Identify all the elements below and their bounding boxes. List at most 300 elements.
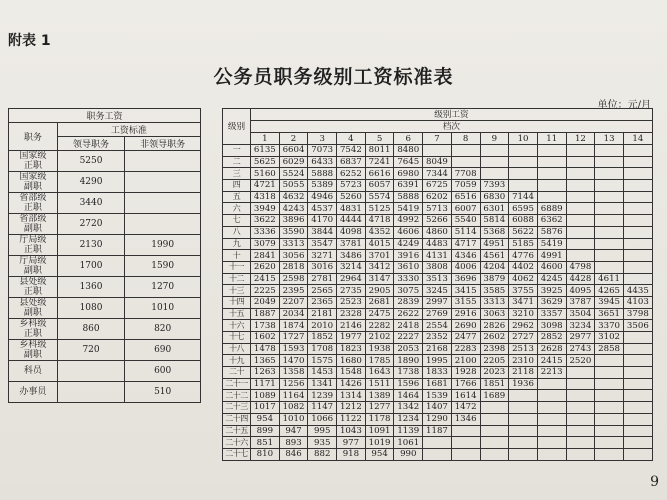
salary-cell <box>480 448 509 460</box>
level-row <box>223 296 653 308</box>
salary-cell: 899 <box>251 425 280 437</box>
salary-cell: 4103 <box>623 296 652 308</box>
salary-cell <box>595 367 624 379</box>
level-label: 十四 <box>223 296 251 308</box>
salary-cell: 1239 <box>308 390 337 402</box>
salary-cell: 3781 <box>337 238 366 250</box>
level-row <box>223 320 653 332</box>
salary-cell: 4860 <box>423 226 452 238</box>
salary-cell: 3415 <box>451 285 480 297</box>
level-row <box>223 145 653 157</box>
salary-cell: 2916 <box>451 308 480 320</box>
level-row <box>223 203 653 215</box>
salary-cell <box>566 402 595 414</box>
salary-cell <box>566 425 595 437</box>
salary-cell: 4435 <box>623 285 652 297</box>
salary-cell: 954 <box>365 448 394 460</box>
level-row <box>223 261 653 273</box>
salary-cell: 1389 <box>365 390 394 402</box>
salary-cell: 1936 <box>509 378 538 390</box>
salary-cell: 2477 <box>451 332 480 344</box>
level-label: 九 <box>223 238 251 250</box>
salary-cell: 3155 <box>451 296 480 308</box>
salary-cell: 1256 <box>279 378 308 390</box>
salary-cell: 7542 <box>337 145 366 157</box>
salary-cell: 2690 <box>451 320 480 332</box>
salary-cell <box>509 168 538 180</box>
salary-cell <box>509 390 538 402</box>
salary-cell: 6007 <box>451 203 480 215</box>
salary-cell: 5389 <box>308 180 337 192</box>
nonleader-salary: 1270 <box>125 277 201 298</box>
salary-cell: 4632 <box>279 191 308 203</box>
level-row <box>223 226 653 238</box>
level-label: 二十三 <box>223 402 251 414</box>
position-name-line: 正职 <box>23 287 42 297</box>
salary-cell: 4352 <box>365 226 394 238</box>
salary-cell: 6391 <box>394 180 423 192</box>
salary-cell: 1407 <box>423 402 452 414</box>
salary-cell: 947 <box>279 425 308 437</box>
salary-cell <box>509 413 538 425</box>
level-row <box>223 180 653 192</box>
salary-cell <box>423 448 452 460</box>
salary-cell: 4095 <box>566 285 595 297</box>
position-name-line: 县处级 <box>19 277 47 287</box>
salary-cell: 1738 <box>251 320 280 332</box>
salary-cell: 2818 <box>279 261 308 273</box>
level-row <box>223 308 653 320</box>
salary-cell: 8480 <box>394 145 423 157</box>
salary-cell: 6889 <box>537 203 566 215</box>
salary-cell: 893 <box>279 437 308 449</box>
salary-cell <box>595 355 624 367</box>
level-row <box>223 448 653 460</box>
document-title: 公务员职务级别工资标准表 <box>213 66 454 88</box>
level-label: 十 <box>223 250 251 262</box>
salary-cell: 4243 <box>279 203 308 215</box>
salary-cell <box>595 145 624 157</box>
position-column-header: 职务 <box>9 123 58 151</box>
salary-cell <box>480 413 509 425</box>
salary-cell: 2735 <box>337 285 366 297</box>
salary-cell: 1091 <box>365 425 394 437</box>
salary-cell: 2769 <box>423 308 452 320</box>
salary-cell: 3147 <box>365 273 394 285</box>
salary-cell: 4561 <box>480 250 509 262</box>
salary-cell <box>566 156 595 168</box>
page-number: 9 <box>650 474 659 490</box>
nonleader-salary: 1990 <box>125 235 201 256</box>
grade-header: 5 <box>365 133 394 145</box>
salary-cell: 2727 <box>509 332 538 344</box>
salary-cell <box>595 250 624 262</box>
salary-cell: 4992 <box>394 215 423 227</box>
position-row <box>9 235 201 256</box>
grade-header: 1 <box>251 133 280 145</box>
salary-cell: 4131 <box>423 250 452 262</box>
leader-salary: 4290 <box>57 172 125 193</box>
salary-cell <box>595 168 624 180</box>
level-row <box>223 215 653 227</box>
leader-salary: 720 <box>57 340 125 361</box>
salary-cell: 8049 <box>423 156 452 168</box>
salary-cell <box>423 437 452 449</box>
salary-cell: 3056 <box>279 250 308 262</box>
salary-cell: 4249 <box>394 238 423 250</box>
salary-cell <box>595 437 624 449</box>
salary-cell <box>623 156 652 168</box>
level-label: 四 <box>223 180 251 192</box>
position-name-line: 厅局级 <box>19 235 47 245</box>
level-salary-title: 级别工资 <box>251 109 653 121</box>
salary-cell: 1470 <box>279 355 308 367</box>
salary-cell: 2858 <box>595 343 624 355</box>
salary-cell <box>423 145 452 157</box>
position-name-line: 正职 <box>23 245 42 255</box>
salary-cell: 6837 <box>337 156 366 168</box>
salary-cell: 4062 <box>509 273 538 285</box>
salary-cell: 2602 <box>480 332 509 344</box>
salary-cell: 4776 <box>509 250 538 262</box>
grade-header: 8 <box>451 133 480 145</box>
leader-salary: 1360 <box>57 277 125 298</box>
salary-cell <box>566 191 595 203</box>
salary-cell: 3313 <box>279 238 308 250</box>
salary-cell: 4245 <box>537 273 566 285</box>
salary-cell <box>623 425 652 437</box>
nonleader-salary: 690 <box>125 340 201 361</box>
salary-cell <box>566 168 595 180</box>
salary-cell: 2398 <box>480 343 509 355</box>
salary-cell <box>623 145 652 157</box>
salary-cell: 6830 <box>480 191 509 203</box>
position-name-line: 副职 <box>23 308 42 318</box>
salary-cell: 1874 <box>279 320 308 332</box>
salary-cell: 2225 <box>251 285 280 297</box>
salary-cell: 3879 <box>480 273 509 285</box>
position-row <box>9 277 201 298</box>
salary-cell: 6516 <box>451 191 480 203</box>
salary-cell <box>537 402 566 414</box>
salary-cell: 1478 <box>251 343 280 355</box>
level-label: 五 <box>223 191 251 203</box>
salary-cell: 1833 <box>423 367 452 379</box>
salary-cell: 6088 <box>509 215 538 227</box>
salary-cell <box>537 390 566 402</box>
salary-cell <box>480 425 509 437</box>
salary-cell: 1346 <box>451 413 480 425</box>
salary-cell: 1680 <box>337 355 366 367</box>
salary-cell <box>595 238 624 250</box>
salary-cell: 882 <box>308 448 337 460</box>
level-label: 六 <box>223 203 251 215</box>
salary-cell: 2282 <box>365 320 394 332</box>
salary-cell <box>623 390 652 402</box>
position-name <box>9 298 58 319</box>
salary-cell: 2213 <box>537 367 566 379</box>
salary-cell <box>537 378 566 390</box>
salary-cell: 3787 <box>566 296 595 308</box>
position-row <box>9 256 201 277</box>
salary-cell <box>566 413 595 425</box>
salary-cell: 2997 <box>423 296 452 308</box>
salary-cell <box>623 402 652 414</box>
salary-cell <box>623 261 652 273</box>
salary-cell: 4946 <box>308 191 337 203</box>
leader-salary: 5250 <box>57 151 125 172</box>
position-name-line: 乡科级 <box>19 340 47 350</box>
salary-cell <box>566 238 595 250</box>
salary-cell <box>595 180 624 192</box>
leader-salary: 1080 <box>57 298 125 319</box>
salary-cell: 8011 <box>365 145 394 157</box>
salary-cell: 7073 <box>308 145 337 157</box>
salary-cell: 7708 <box>451 168 480 180</box>
position-name <box>9 256 58 277</box>
salary-cell: 1643 <box>365 367 394 379</box>
salary-cell: 2352 <box>423 332 452 344</box>
salary-cell <box>623 378 652 390</box>
nonleader-salary <box>125 151 201 172</box>
salary-cell: 3271 <box>308 250 337 262</box>
position-row <box>9 382 201 403</box>
salary-cell: 1738 <box>394 367 423 379</box>
salary-cell <box>566 226 595 238</box>
level-row <box>223 437 653 449</box>
position-name-line: 省部级 <box>19 214 47 224</box>
position-name <box>9 277 58 298</box>
salary-cell: 5540 <box>451 215 480 227</box>
salary-cell: 5622 <box>509 226 538 238</box>
salary-cell: 3701 <box>365 250 394 262</box>
salary-cell: 3079 <box>251 238 280 250</box>
salary-cell: 1187 <box>423 425 452 437</box>
salary-cell: 4611 <box>595 273 624 285</box>
salary-cell: 3063 <box>480 308 509 320</box>
salary-cell: 1851 <box>480 378 509 390</box>
salary-cell <box>480 402 509 414</box>
salary-cell <box>537 180 566 192</box>
salary-cell <box>451 437 480 449</box>
salary-cell: 3412 <box>365 261 394 273</box>
level-label: 十六 <box>223 320 251 332</box>
salary-cell <box>623 448 652 460</box>
salary-cell <box>595 378 624 390</box>
salary-cell: 1727 <box>279 332 308 344</box>
salary-cell <box>566 145 595 157</box>
leader-salary: 860 <box>57 319 125 340</box>
salary-cell: 3210 <box>509 308 538 320</box>
salary-cell: 1689 <box>480 390 509 402</box>
salary-cell: 1178 <box>365 413 394 425</box>
salary-cell: 1890 <box>394 355 423 367</box>
level-row <box>223 156 653 168</box>
salary-cell: 1539 <box>423 390 452 402</box>
salary-cell <box>623 250 652 262</box>
salary-cell <box>537 156 566 168</box>
level-row <box>223 250 653 262</box>
grade-header: 6 <box>394 133 423 145</box>
salary-cell: 2328 <box>337 308 366 320</box>
salary-cell: 3651 <box>595 308 624 320</box>
salary-cell <box>537 448 566 460</box>
grade-header: 3 <box>308 133 337 145</box>
position-salary-table <box>8 108 201 403</box>
salary-cell: 7144 <box>509 191 538 203</box>
salary-cell: 1089 <box>251 390 280 402</box>
salary-cell: 7393 <box>480 180 509 192</box>
salary-cell <box>566 250 595 262</box>
salary-cell <box>451 448 480 460</box>
salary-cell: 1596 <box>394 378 423 390</box>
salary-cell: 1614 <box>451 390 480 402</box>
salary-cell <box>566 367 595 379</box>
salary-cell: 2852 <box>537 332 566 344</box>
salary-cell: 1995 <box>423 355 452 367</box>
position-name <box>9 214 58 235</box>
salary-cell: 2010 <box>308 320 337 332</box>
salary-cell: 6202 <box>423 191 452 203</box>
salary-cell: 3513 <box>423 273 452 285</box>
salary-cell: 2181 <box>308 308 337 320</box>
salary-cell: 5368 <box>480 226 509 238</box>
salary-cell: 4600 <box>537 261 566 273</box>
grade-header: 11 <box>537 133 566 145</box>
salary-cell <box>595 425 624 437</box>
salary-cell: 1212 <box>337 402 366 414</box>
position-row <box>9 361 201 382</box>
salary-cell: 1171 <box>251 378 280 390</box>
level-label: 二十四 <box>223 413 251 425</box>
salary-cell: 4444 <box>337 215 366 227</box>
salary-cell: 6057 <box>365 180 394 192</box>
salary-cell: 3471 <box>509 296 538 308</box>
salary-cell: 3486 <box>337 250 366 262</box>
grade-header: 14 <box>623 133 652 145</box>
position-name <box>9 172 58 193</box>
salary-cell: 5260 <box>337 191 366 203</box>
salary-cell <box>451 425 480 437</box>
salary-cell: 1708 <box>308 343 337 355</box>
salary-cell: 3585 <box>480 285 509 297</box>
salary-cell: 2207 <box>279 296 308 308</box>
salary-cell: 7645 <box>394 156 423 168</box>
salary-cell: 1977 <box>337 332 366 344</box>
salary-cell: 2415 <box>251 273 280 285</box>
salary-cell: 3696 <box>451 273 480 285</box>
salary-cell: 2520 <box>566 355 595 367</box>
salary-cell: 995 <box>308 425 337 437</box>
position-name <box>9 340 58 361</box>
salary-cell: 5574 <box>365 191 394 203</box>
level-column-header: 级别 <box>223 109 251 145</box>
salary-cell: 1164 <box>279 390 308 402</box>
nonleader-salary: 820 <box>125 319 201 340</box>
salary-cell: 2962 <box>509 320 538 332</box>
level-label: 二十一 <box>223 378 251 390</box>
salary-cell <box>509 402 538 414</box>
salary-cell: 1928 <box>451 367 480 379</box>
salary-cell <box>537 437 566 449</box>
salary-cell: 4098 <box>337 226 366 238</box>
nonleader-salary <box>125 214 201 235</box>
salary-cell <box>509 156 538 168</box>
salary-cell: 4265 <box>595 285 624 297</box>
level-row <box>223 273 653 285</box>
grade-header: 4 <box>337 133 366 145</box>
standard-column-header: 工资标准 <box>57 123 200 137</box>
salary-cell: 2905 <box>365 285 394 297</box>
leader-salary: 2720 <box>57 214 125 235</box>
level-label: 八 <box>223 226 251 238</box>
salary-cell <box>509 180 538 192</box>
salary-cell <box>595 448 624 460</box>
level-label: 三 <box>223 168 251 180</box>
salary-cell: 1017 <box>251 402 280 414</box>
salary-cell: 4006 <box>451 261 480 273</box>
salary-cell: 2310 <box>509 355 538 367</box>
salary-cell: 2168 <box>423 343 452 355</box>
salary-cell <box>595 203 624 215</box>
salary-cell <box>480 145 509 157</box>
salary-cell: 2034 <box>279 308 308 320</box>
salary-cell <box>623 413 652 425</box>
salary-cell: 1122 <box>337 413 366 425</box>
position-name-line: 办事员 <box>19 387 47 397</box>
position-name-line: 正职 <box>23 161 42 171</box>
position-name <box>9 151 58 172</box>
salary-cell: 2622 <box>394 308 423 320</box>
salary-cell: 4951 <box>480 238 509 250</box>
salary-cell: 2283 <box>451 343 480 355</box>
salary-cell <box>566 215 595 227</box>
leader-salary: 3440 <box>57 193 125 214</box>
salary-cell: 4170 <box>308 215 337 227</box>
salary-cell: 4015 <box>365 238 394 250</box>
salary-cell: 3336 <box>251 226 280 238</box>
level-row <box>223 343 653 355</box>
salary-cell: 5876 <box>537 226 566 238</box>
salary-cell: 6433 <box>308 156 337 168</box>
salary-cell <box>451 145 480 157</box>
salary-cell: 3808 <box>423 261 452 273</box>
level-label: 二 <box>223 156 251 168</box>
salary-cell: 1766 <box>451 378 480 390</box>
position-name-line: 国家级 <box>19 172 47 182</box>
position-name-line: 县处级 <box>19 298 47 308</box>
salary-cell <box>480 168 509 180</box>
salary-cell: 6135 <box>251 145 280 157</box>
salary-cell: 3016 <box>308 261 337 273</box>
salary-cell: 3547 <box>308 238 337 250</box>
grade-header: 7 <box>423 133 452 145</box>
salary-cell: 2395 <box>279 285 308 297</box>
salary-cell: 1887 <box>251 308 280 320</box>
salary-cell: 7059 <box>451 180 480 192</box>
salary-cell: 1358 <box>279 367 308 379</box>
level-row <box>223 355 653 367</box>
salary-cell: 1082 <box>279 402 308 414</box>
salary-cell: 1464 <box>394 390 423 402</box>
leader-salary: 2130 <box>57 235 125 256</box>
level-label: 二十五 <box>223 425 251 437</box>
salary-cell: 851 <box>251 437 280 449</box>
salary-cell: 1019 <box>365 437 394 449</box>
salary-cell: 4721 <box>251 180 280 192</box>
salary-cell: 3629 <box>537 296 566 308</box>
salary-cell <box>566 448 595 460</box>
